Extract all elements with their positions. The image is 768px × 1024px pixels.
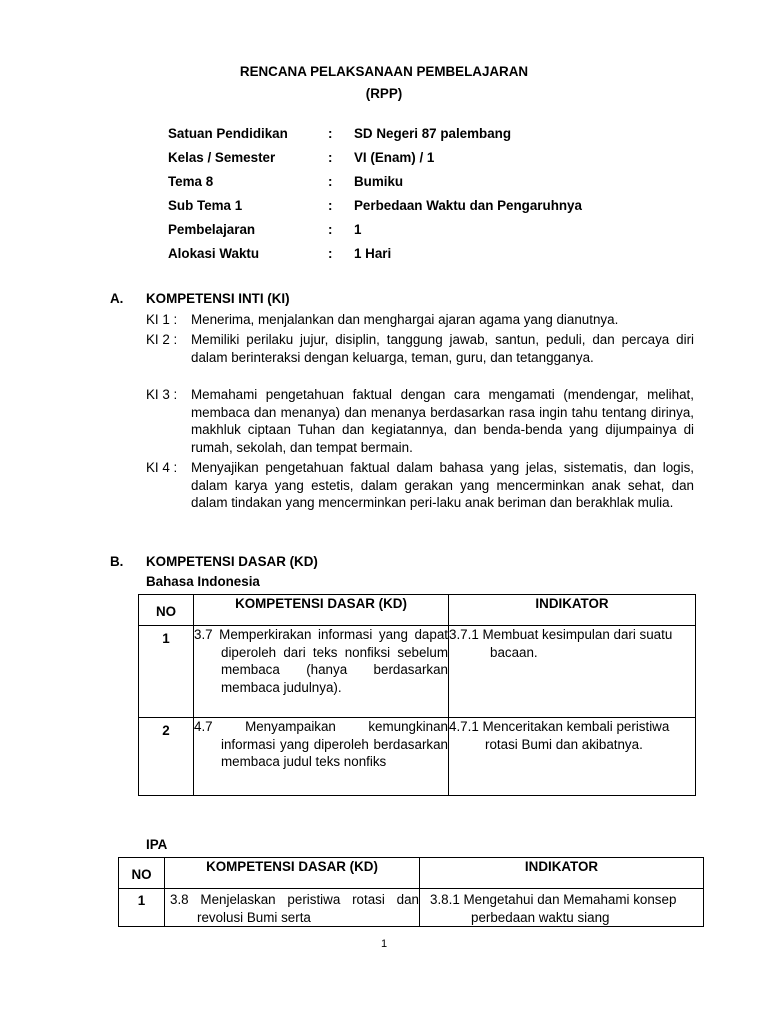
document-subtitle: (RPP) — [365, 86, 403, 101]
kd-table-ipa — [118, 857, 704, 927]
row-kd — [194, 718, 449, 796]
header-kd: KOMPETENSI DASAR (KD) — [194, 595, 449, 626]
row-kd-text: 3.8 Menjelaskan peristiwa rotasi dan revolusi Bumi serta — [170, 892, 419, 925]
row-indikator-text: 4.7.1 Menceritakan kembali peristiwa rotasi Bumi dan akibatnya. — [449, 719, 670, 752]
identity-colon: : — [328, 198, 333, 213]
table-header-row — [119, 858, 704, 889]
table-row — [119, 889, 704, 927]
identity-colon: : — [328, 246, 333, 261]
section-b-title: KOMPETENSI DASAR (KD) — [146, 554, 318, 569]
subject-bahasa-indonesia: Bahasa Indonesia — [146, 574, 260, 589]
ki-text: Menyajikan pengetahuan faktual dalam bahasa yang jelas, sistematis, dan logis, dalam karya yang estetis, dalam gerakan yang mencerminkan anak sehat, dan dalam tindakan yang mencerminkan peri-laku anak beriman dan berakhlak mulia. — [191, 460, 694, 510]
identity-value: Perbedaan Waktu dan Pengaruhnya — [354, 198, 582, 213]
identity-colon: : — [328, 174, 333, 189]
section-a-title: KOMPETENSI INTI (KI) — [146, 291, 290, 306]
table-header-row — [139, 595, 696, 626]
ki-code: KI 2 : — [146, 332, 178, 347]
section-b-letter: B. — [110, 554, 124, 569]
header-kd: KOMPETENSI DASAR (KD) — [165, 858, 420, 889]
identity-label: Pembelajaran — [168, 222, 256, 237]
identity-value: VI (Enam) / 1 — [354, 150, 435, 165]
identity-label: Tema 8 — [168, 174, 214, 189]
identity-colon: : — [328, 150, 333, 165]
identity-label: Alokasi Waktu — [168, 246, 260, 261]
identity-label: Sub Tema 1 — [168, 198, 243, 213]
ki-text: Memahami pengetahuan faktual dengan cara mengamati (mendengar, melihat, membaca dan menanya) dan menanya berdasarkan rasa ingin tahu tentang dirinya, makhluk ciptaan Tuhan dan kegiatannya, dan benda-benda yang dijumpainya di rumah, sekolah, dan tempat bermain. — [191, 387, 694, 455]
header-no: NO — [139, 595, 194, 626]
row-indikator — [449, 626, 696, 718]
header-indikator: INDIKATOR — [449, 595, 696, 626]
table-row — [139, 626, 696, 718]
identity-value: SD Negeri 87 palembang — [354, 126, 512, 141]
row-kd-text: 4.7 Menyampaikan kemungkinan informasi yang diperoleh berdasarkan membaca judul teks nonfiks — [194, 719, 448, 769]
row-kd — [194, 626, 449, 718]
identity-label: Satuan Pendidikan — [168, 126, 288, 141]
row-indikator-text: 3.7.1 Membuat kesimpulan dari suatu bacaan. — [449, 627, 673, 660]
table-row — [139, 718, 696, 796]
identity-value: Bumiku — [354, 174, 404, 189]
header-indikator: INDIKATOR — [420, 858, 704, 889]
document-title: RENCANA PELAKSANAAN PEMBELAJARAN — [239, 64, 529, 79]
identity-value: 1 Hari — [354, 246, 392, 261]
row-indikator — [420, 889, 704, 927]
row-kd-text: 3.7 Memperkirakan informasi yang dapat diperoleh dari teks nonfiksi sebelum membaca (hanya berdasarkan membaca judulnya). — [194, 627, 448, 695]
ki-code: KI 3 : — [146, 387, 178, 402]
subject-ipa: IPA — [146, 837, 168, 852]
ki-code: KI 1 : — [146, 312, 178, 327]
row-no: 1 — [119, 889, 165, 927]
page-number: 1 — [380, 938, 388, 950]
header-no: NO — [119, 858, 165, 889]
kd-table-bahasa — [138, 594, 696, 796]
identity-value: 1 — [354, 222, 362, 237]
section-a-letter: A. — [110, 291, 124, 306]
identity-colon: : — [328, 126, 333, 141]
row-indikator — [449, 718, 696, 796]
row-indikator-text: 3.8.1 Mengetahui dan Memahami konsep perbedaan waktu siang — [430, 892, 677, 925]
ki-text: Memiliki perilaku jujur, disiplin, tanggung jawab, santun, peduli, dan percaya diri dalam berinteraksi dengan keluarga, teman, guru, dan tetangganya. — [191, 332, 694, 365]
identity-label: Kelas / Semester — [168, 150, 276, 165]
ki-text: Menerima, menjalankan dan menghargai ajaran agama yang dianutnya. — [191, 312, 619, 327]
row-no: 1 — [139, 626, 194, 718]
ki-code: KI 4 : — [146, 460, 178, 475]
row-kd — [165, 889, 420, 927]
identity-colon: : — [328, 222, 333, 237]
row-no: 2 — [139, 718, 194, 796]
